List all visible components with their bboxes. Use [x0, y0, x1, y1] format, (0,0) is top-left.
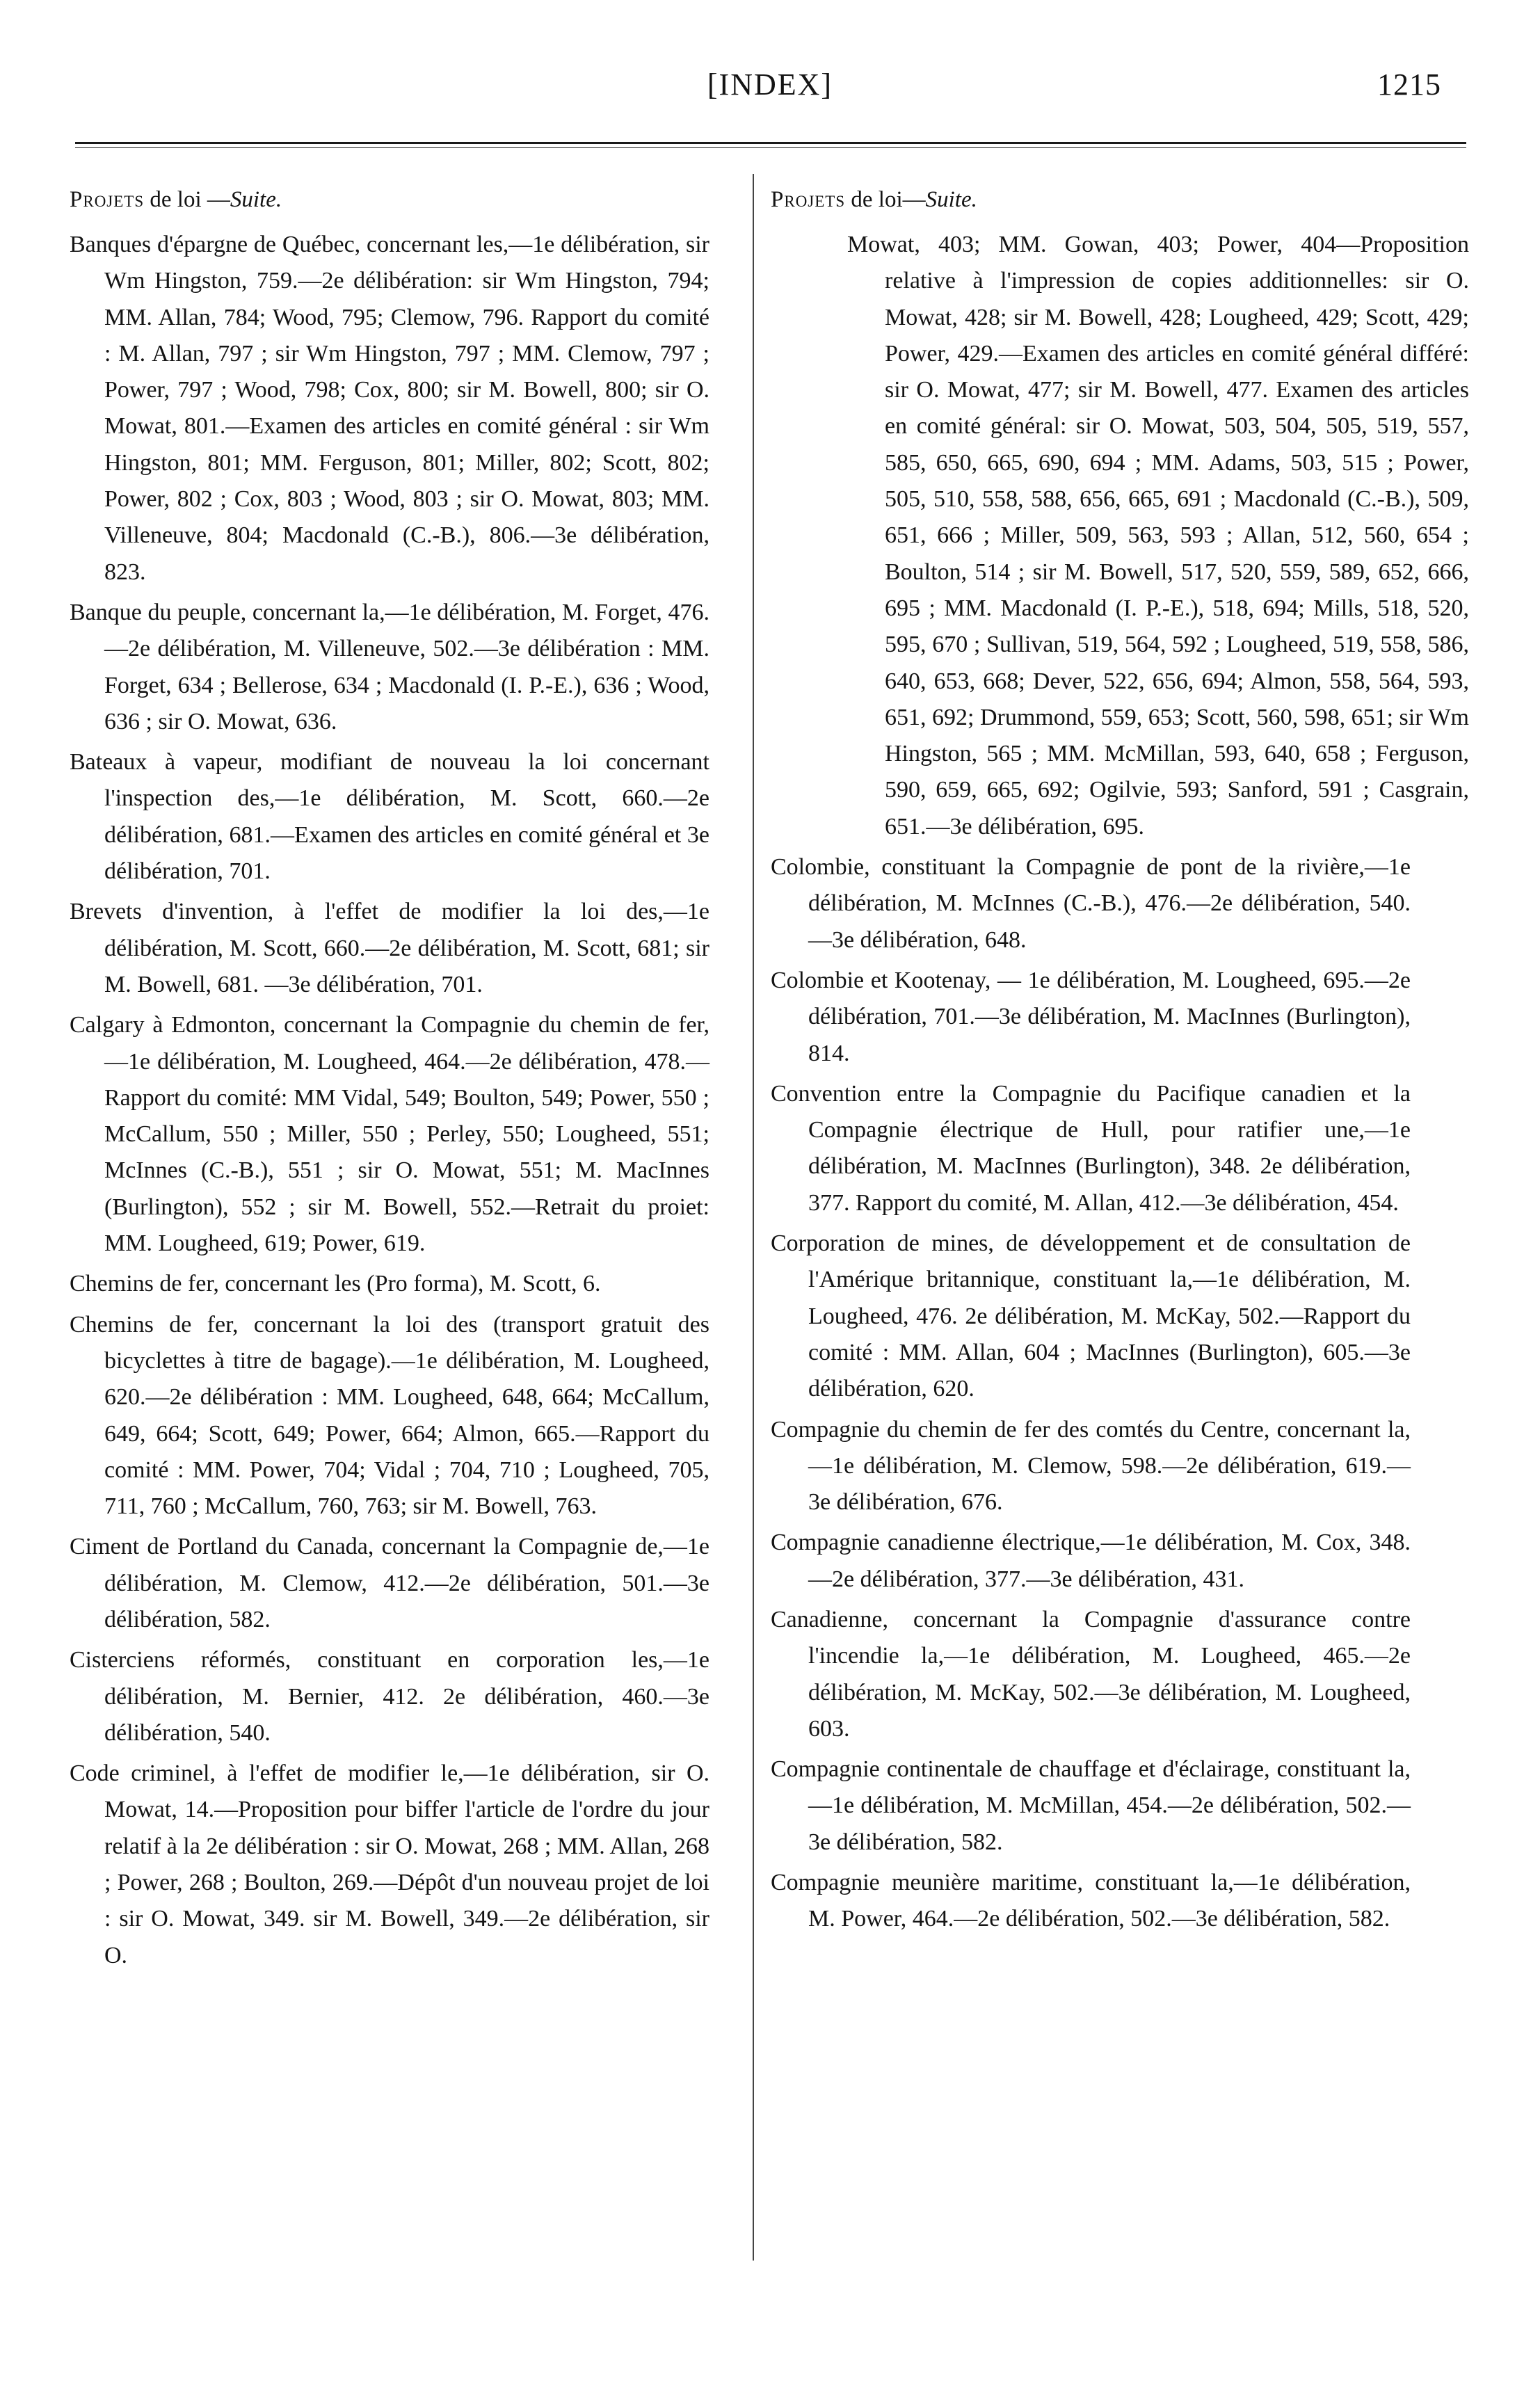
- page-header: [0, 64, 1540, 120]
- left-section-heading: [70, 182, 709, 217]
- section-head-suffix: Suite.: [925, 187, 977, 212]
- index-entry: Banques d'épargne de Québec, concernant les,—1e délibération, sir Wm Hingston, 759.—2e délibération: sir Wm Hingston, 794; MM. Allan, 784; Wood, 795; Clemow, 796. Rapport du comité : M. Allan, 797 ; sir Wm Hingston, 797 ; MM. Clemow, 797 ; Power, 797 ; Wood, 798; Cox, 800; sir M. Bowell, 800; sir O. Mowat, 801.—Examen des articles en comité général : sir Wm Hingston, 801; MM. Ferguson, 801; Miller, 802; Scott, 802; Power, 802 ; Cox, 803 ; Wood, 803 ; sir O. Mowat, 803; MM. Villeneuve, 804; Macdonald (C.-B.), 806.—3e délibération, 823.: [70, 232, 709, 585]
- index-entry: Canadienne, concernant la Compagnie d'assurance contre l'incendie la,—1e délibération, M. Lougheed, 465.—2e délibération, M. McKay, 502.—3e délibération, M. Lougheed, 603.: [771, 1606, 1411, 1742]
- index-entry: Calgary à Edmonton, concernant la Compagnie du chemin de fer,—1e délibération, M. Lougheed, 464.—2e délibération, 478.—Rapport du comité: MM Vidal, 549; Boulton, 549; Power, 550 ; McCallum, 550 ; Miller, 550 ; Perley, 550; Lougheed, 551; McInnes (C.-B.), 551 ; sir O. Mowat, 551; M. MacInnes (Burlington), 552 ; sir M. Bowell, 552.—Retrait du proiet: MM. Lougheed, 619; Power, 619.: [70, 1012, 709, 1257]
- section-head-rest: de loi—: [845, 187, 926, 212]
- index-entry: Ciment de Portland du Canada, concernant la Compagnie de,—1e délibération, M. Clemow, 412.—2e délibération, 501.—3e délibération, 582.: [70, 1534, 709, 1632]
- right-section-heading: [771, 182, 1411, 217]
- index-entry: Code criminel, à l'effet de modifier le,—1e délibération, sir O. Mowat, 14.—Proposition pour biffer l'article de l'ordre du jour relatif à la 2e délibération : sir O. Mowat, 268 ; MM. Allan, 268 ; Power, 268 ; Boulton, 269.—Dépôt d'un nouveau projet de loi : sir O. Mowat, 349. sir M. Bowell, 349.—2e délibération, sir O.: [70, 1760, 709, 1968]
- index-entry: Chemins de fer, concernant les (Pro forma), M. Scott, 6.: [70, 1271, 601, 1297]
- index-entry: Colombie et Kootenay, — 1e délibération, M. Lougheed, 695.—2e délibération, 701.—3e délibération, M. MacInnes (Burlington), 814.: [771, 967, 1411, 1066]
- index-entry: Convention entre la Compagnie du Pacifique canadien et la Compagnie électrique de Hull, pour ratifier une,—1e délibération, M. MacInnes (Burlington), 348. 2e délibération, 377. Rapport du comité, M. Allan, 412.—3e délibération, 454.: [771, 1080, 1411, 1216]
- index-entry: Colombie, constituant la Compagnie de pont de la rivière,—1e délibération, M. McInnes (C.-B.), 476.—2e délibération, 540.—3e délibération, 648.: [771, 854, 1411, 953]
- index-entry: Compagnie canadienne électrique,—1e délibération, M. Cox, 348.—2e délibération, 377.—3e délibération, 431.: [771, 1530, 1411, 1592]
- index-entry: Corporation de mines, de développement et de consultation de l'Amérique britannique, constituant la,—1e délibération, M. Lougheed, 476. 2e délibération, M. McKay, 502.—Rapport du comité : MM. Allan, 604 ; MacInnes (Burlington), 605.—3e délibération, 620.: [771, 1230, 1411, 1402]
- section-head-word: Projets: [771, 187, 846, 212]
- index-entry: Bateaux à vapeur, modifiant de nouveau la loi concernant l'inspection des,—1e délibération, M. Scott, 660.—2e délibération, 681.—Examen des articles en comité général et 3e délibération, 701.: [70, 749, 709, 885]
- index-entry: Cisterciens réformés, constituant en corporation les,—1e délibération, M. Bernier, 412. 2e délibération, 460.—3e délibération, 540.: [70, 1647, 709, 1746]
- right-column: [771, 182, 1469, 1942]
- index-entry: Compagnie continentale de chauffage et d'éclairage, constituant la,—1e délibération, M. McMillan, 454.—2e délibération, 502.—3e délibération, 582.: [771, 1756, 1411, 1855]
- column-divider: [753, 174, 754, 2261]
- header-rule-thin: [75, 147, 1466, 148]
- section-head-suffix: Suite.: [230, 187, 282, 212]
- index-entry: Chemins de fer, concernant la loi des (transport gratuit des bicyclettes à titre de bagage).—1e délibération, M. Lougheed, 620.—2e délibération : MM. Lougheed, 648, 664; McCallum, 649, 664; Scott, 649; Power, 664; Almon, 665.—Rapport du comité : MM. Power, 704; Vidal ; 704, 710 ; Lougheed, 705, 711, 760 ; McCallum, 760, 763; sir M. Bowell, 763.: [70, 1311, 709, 1520]
- index-entry-continued: Mowat, 403; MM. Gowan, 403; Power, 404—Proposition relative à l'impression de copies additionnelles: sir O. Mowat, 428; sir M. Bowell, 428; Lougheed, 429; Scott, 429; Power, 429.—Examen des articles en comité général différé: sir O. Mowat, 477; sir M. Bowell, 477. Examen des articles en comité général: sir O. Mowat, 503, 504, 505, 519, 557, 585, 650, 665, 690, 694 ; MM. Adams, 503, 515 ; Power, 505, 510, 558, 588, 656, 665, 691 ; Macdonald (C.-B.), 509, 651, 666 ; Miller, 509, 563, 593 ; Allan, 512, 560, 654 ; Boulton, 514 ; sir M. Bowell, 517, 520, 559, 589, 652, 666, 695 ; MM. Macdonald (I. P.-E.), 518, 694; Mills, 518, 520, 595, 670 ; Sullivan, 519, 564, 592 ; Lougheed, 519, 558, 586, 640, 653, 668; Dever, 522, 656, 694; Almon, 558, 564, 593, 651, 692; Drummond, 559, 653; Scott, 560, 598, 651; sir Wm Hingston, 565 ; MM. McMillan, 593, 640, 658 ; Ferguson, 590, 659, 665, 692; Ogilvie, 593; Sanford, 591 ; Casgrain, 651.—3e délibération, 695.: [847, 232, 1469, 840]
- page-number: 1215: [1377, 67, 1441, 102]
- left-column: [70, 182, 709, 1978]
- index-entry: Banque du peuple, concernant la,—1e délibération, M. Forget, 476.—2e délibération, M. Villeneuve, 502.—3e délibération : MM. Forget, 634 ; Bellerose, 634 ; Macdonald (I. P.-E.), 636 ; Wood, 636 ; sir O. Mowat, 636.: [70, 599, 709, 735]
- index-entry: Compagnie du chemin de fer des comtés du Centre, concernant la,—1e délibération, M. Clemow, 598.—2e délibération, 619.—3e délibération, 676.: [771, 1416, 1411, 1516]
- index-entry: Brevets d'invention, à l'effet de modifier la loi des,—1e délibération, M. Scott, 660.—2e délibération, M. Scott, 681; sir M. Bowell, 681. —3e délibération, 701.: [70, 899, 709, 997]
- section-head-word: Projets: [70, 187, 145, 212]
- header-rule-thick: [75, 142, 1466, 144]
- page-title: [INDEX]: [707, 67, 833, 102]
- index-entry: Compagnie meunière maritime, constituant la,—1e délibération, M. Power, 464.—2e délibération, 502.—3e délibération, 582.: [771, 1870, 1411, 1932]
- section-head-rest: de loi —: [144, 187, 230, 212]
